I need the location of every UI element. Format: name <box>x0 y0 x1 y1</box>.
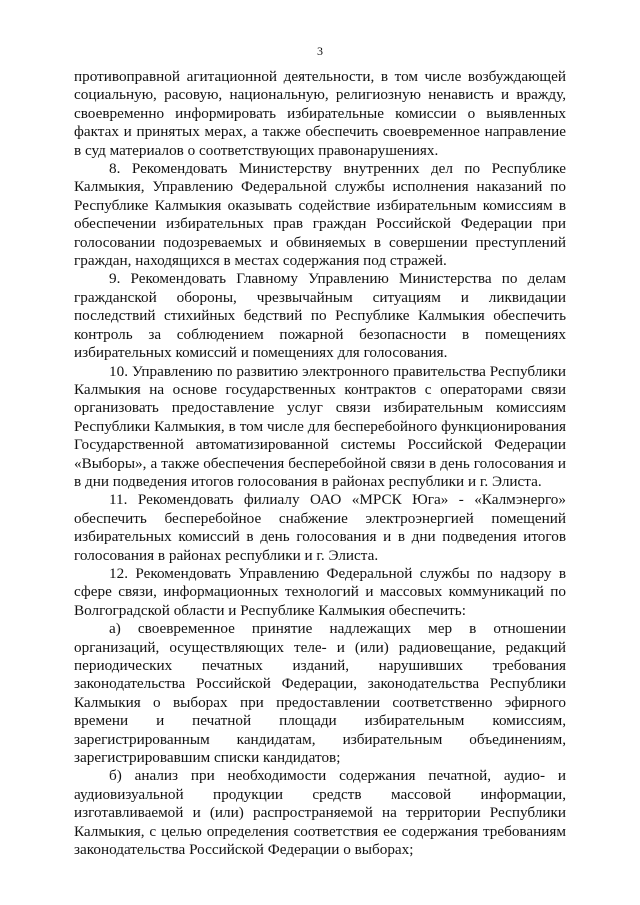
page-number: 3 <box>317 44 323 58</box>
paragraph-subitem-b: б) анализ при необходимости содержания печатной, аудио- и аудиовизуальной продукции средств массовой информации, изготавливаемой и (или) распространяемой на территории Республики Калмыкия, с целью определения соответствия ее содержания требованиям законодательства Российской Федерации о выборах; <box>74 767 566 859</box>
paragraph-item-11: 11. Рекомендовать филиалу ОАО «МРСК Юга» - «Калмэнерго» обеспечить бесперебойное снабжение электроэнергией помещений избирательных комиссий в день голосования и в дни подведения итогов голосования в районах республики и г. Элиста. <box>74 491 566 564</box>
paragraph-item-8: 8. Рекомендовать Министерству внутренних дел по Республике Калмыкия, Управлению Федеральной службы исполнения наказаний по Республике Калмыкия оказывать содействие избирательным комиссиям в обеспечении избирательных прав граждан Российской Федерации при голосовании подозреваемых и обвиняемых в совершении преступлений граждан, находящихся в местах содержания под стражей. <box>74 160 566 270</box>
document-body <box>74 68 566 859</box>
paragraph-subitem-a: а) своевременное принятие надлежащих мер в отношении организаций, осуществляющих теле- и (или) радиовещание, редакций периодических печатных изданий, нарушивших требования законодательства Российской Федерации, законодательства Республики Калмыкия о выборах при предоставлении соответственно эфирного времени и печатной площади избирательным комиссиям, зарегистрированным кандидатам, избирательным объединениям, зарегистрировавшим списки кандидатов; <box>74 620 566 767</box>
paragraph-item-9: 9. Рекомендовать Главному Управлению Министерства по делам гражданской обороны, чрезвычайным ситуациям и ликвидации последствий стихийных бедствий по Республике Калмыкия обеспечить контроль за соблюдением пожарной безопасности в помещениях избирательных комиссий и помещениях для голосования. <box>74 270 566 362</box>
paragraph-item-12: 12. Рекомендовать Управлению Федеральной службы по надзору в сфере связи, информационных технологий и массовых коммуникаций по Волгоградской области и Республике Калмыкия обеспечить: <box>74 564 566 619</box>
paragraph-continuation: противоправной агитационной деятельности, в том числе возбуждающей социальную, расовую, национальную, религиозную ненависть и вражду, своевременно информировать избирательные комиссии о выявленных фактах и принятых мерах, а также обеспечить своевременное направление в суд материалов о соответствующих правонарушениях. <box>74 68 566 159</box>
paragraph-item-10: 10. Управлению по развитию электронного правительства Республики Калмыкия на основе государственных контрактов с операторами связи организовать предоставление услуг связи избирательным комиссиям Республики Калмыкия, в том числе для бесперебойного функционирования Государственной автоматизированной системы Российской Федерации «Выборы», а также обеспечения бесперебойной связи в день голосования и в дни подведения итогов голосования в районах республики и г. Элиста. <box>74 362 566 490</box>
